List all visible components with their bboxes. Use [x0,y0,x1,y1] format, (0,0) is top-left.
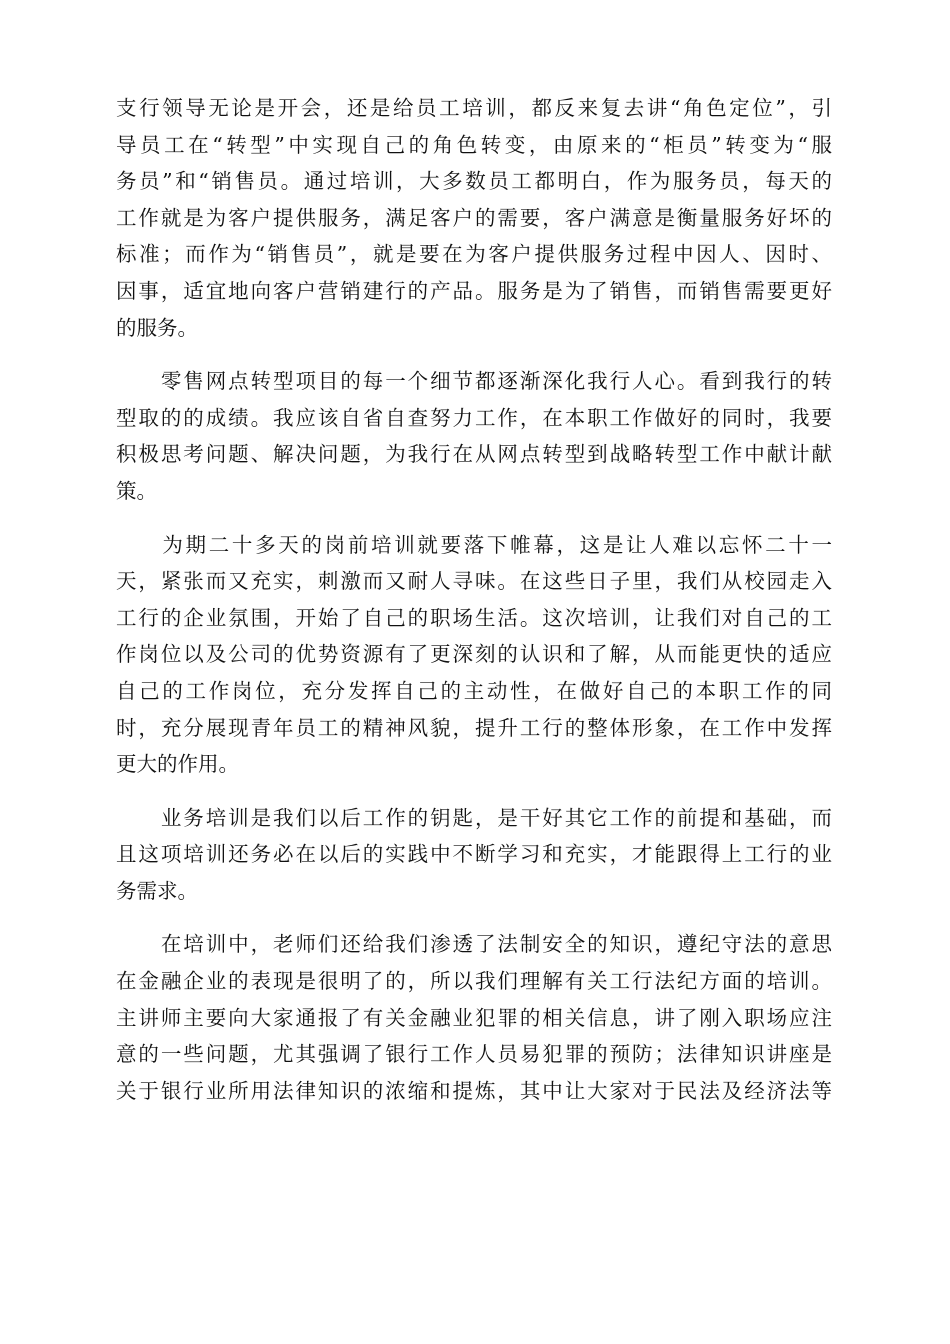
text-line: 标准；而作为“销售员”，就是要在为客户提供服务过程中因人、因时、 [116,242,832,267]
text-line: 在金融企业的表现是很明了的，所以我们理解有关工行法纪方面的培训。 [116,969,832,994]
paragraph-legal-training [116,926,832,1109]
text-line: 的服务。 [116,315,198,340]
text-line: 导员工在“转型”中实现自己的角色转变，由原来的“柜员”转变为“服 [116,132,832,157]
text-line: 主讲师主要向大家通报了有关金融业犯罪的相关信息，讲了刚入职场应注 [116,1005,832,1030]
text-line: 天，紧张而又充实，刺激而又耐人寻味。在这些日子里，我们从校园走入 [116,569,832,594]
text-line: 因事，适宜地向客户营销建行的产品。服务是为了销售，而销售需要更好 [116,278,832,303]
paragraph-gap [116,783,832,800]
text-line: 在培训中，老师们还给我们渗透了法制安全的知识，遵纪守法的意思 [116,932,832,957]
text-line: 更大的作用。 [116,752,239,777]
text-line: 意的一些问题，尤其强调了银行工作人员易犯罪的预防；法律知识讲座是 [116,1042,832,1067]
paragraph-pre-job-training [116,527,832,783]
text-line: 积极思考问题、解决问题，为我行在从网点转型到战略转型工作中献计献 [116,442,832,467]
text-line: 工作就是为客户提供服务，满足客户的需要，客户满意是衡量服务好坏的 [116,205,832,230]
text-line: 作岗位以及公司的优势资源有了更深刻的认识和了解，从而能更快的适应 [116,642,832,667]
paragraph-gap [116,346,832,363]
text-line: 工行的企业氛围，开始了自己的职场生活。这次培训，让我们对自己的工 [116,605,832,630]
text-line: 型取的的成绩。我应该自省自查努力工作，在本职工作做好的同时，我要 [116,405,832,430]
paragraph-branch-transformation [116,363,832,509]
document-page [116,90,832,1109]
text-line: 关于银行业所用法律知识的浓缩和提炼，其中让大家对于民法及经济法等 [116,1078,832,1103]
text-line: 策。 [116,478,157,503]
text-line: 业务培训是我们以后工作的钥匙，是干好其它工作的前提和基础，而 [116,805,832,830]
text-line: 务需求。 [116,878,198,903]
text-line: 自己的工作岗位，充分发挥自己的主动性，在做好自己的本职工作的同 [116,678,832,703]
paragraph-gap [116,510,832,527]
text-line: 时，充分展现青年员工的精神风貌，提升工行的整体形象，在工作中发挥 [116,715,832,740]
text-line: 务员”和“销售员。通过培训，大多数员工都明白，作为服务员，每天的 [116,169,832,194]
paragraph-gap [116,909,832,926]
paragraph-business-training [116,800,832,910]
text-line: 且这项培训还务必在以后的实践中不断学习和充实，才能跟得上工行的业 [116,842,832,867]
text-line: 支行领导无论是开会，还是给员工培训，都反来复去讲“角色定位”，引 [116,96,832,120]
text-line: 为期二十多天的岗前培训就要落下帷幕，这是让人难以忘怀二十一 [116,532,832,557]
text-line: 零售网点转型项目的每一个细节都逐渐深化我行人心。看到我行的转 [116,369,832,394]
paragraph-role-positioning [116,90,832,346]
